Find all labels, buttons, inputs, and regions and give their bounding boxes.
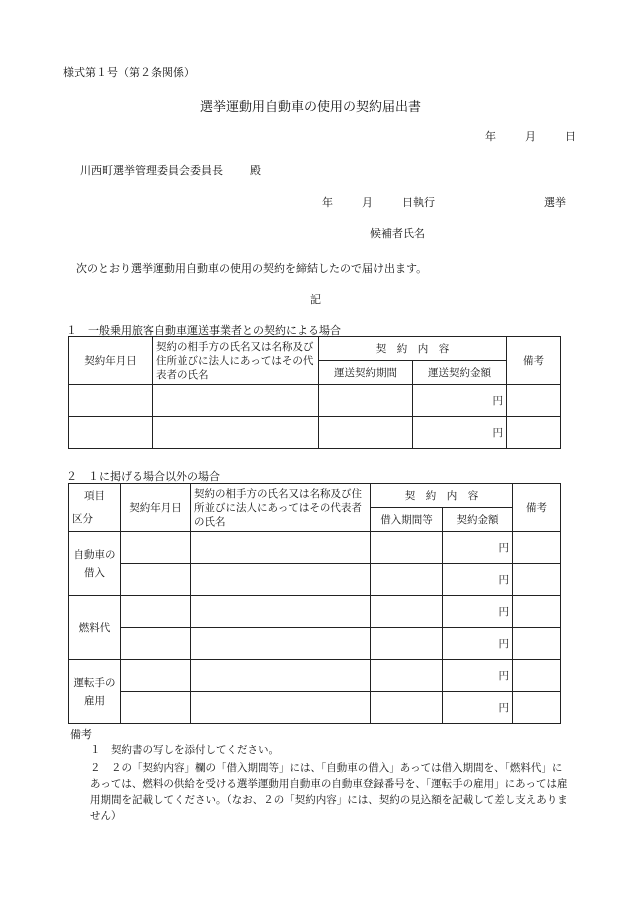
s2-cell-amount[interactable]: 円: [443, 564, 513, 596]
s1-cell-date[interactable]: [69, 385, 153, 417]
s2-cell-amount[interactable]: 円: [443, 692, 513, 724]
s2-cell-date[interactable]: [121, 692, 191, 724]
s2-cell-date[interactable]: [121, 660, 191, 692]
s2-cell-period[interactable]: [371, 564, 443, 596]
section1-heading: １ 一般乗用旅客自動車運送事業者との契約による場合: [66, 324, 341, 337]
s2-cell-party[interactable]: [191, 660, 371, 692]
table-row: [69, 660, 561, 692]
s1-cell-remarks[interactable]: [507, 385, 561, 417]
s1-col-party: 契約の相手方の氏名又は名称及び住所並びに法人にあってはその代表者の氏名: [153, 337, 319, 385]
section1-table: [68, 336, 561, 449]
s2-col-date: 契約年月日: [121, 484, 191, 532]
month-label: 月: [525, 130, 536, 143]
notes-heading: 備考: [70, 728, 92, 741]
s2-col-party: 契約の相手方の氏名又は名称及び住所並びに法人にあってはその代表者の氏名: [191, 484, 371, 532]
s2-cell-remarks[interactable]: [513, 692, 561, 724]
s1-col-period: 運送契約期間: [319, 361, 413, 385]
s2-cell-amount[interactable]: 円: [443, 596, 513, 628]
s1-cell-amount[interactable]: 円: [413, 417, 507, 449]
s2-cell-party[interactable]: [191, 564, 371, 596]
table-row: [69, 532, 561, 564]
s1-cell-party[interactable]: [153, 385, 319, 417]
s2-cell-party[interactable]: [191, 532, 371, 564]
election-label: 選挙: [544, 196, 566, 209]
addressee-line: [80, 162, 261, 178]
note-item-1: １ 契約書の写しを添付してください。: [90, 744, 279, 756]
s2-cell-period[interactable]: [371, 692, 443, 724]
table-row: [69, 564, 561, 596]
s1-col-amount: 運送契約金額: [413, 361, 507, 385]
ki-label: 記: [310, 293, 321, 306]
s2-cell-period[interactable]: [371, 628, 443, 660]
s1-cell-date[interactable]: [69, 417, 153, 449]
s2-col-contract: 契 約 内 容: [371, 484, 513, 508]
s1-cell-period[interactable]: [319, 385, 413, 417]
s2-cell-party[interactable]: [191, 692, 371, 724]
s2-cell-date[interactable]: [121, 532, 191, 564]
year-label: 年: [485, 130, 496, 143]
s1-col-remarks: 備考: [507, 337, 561, 385]
s1-col-date: 契約年月日: [69, 337, 153, 385]
s1-cell-period[interactable]: [319, 417, 413, 449]
election-year-label: 年: [322, 196, 333, 209]
day-label: 日: [565, 130, 576, 143]
s2-cell-remarks[interactable]: [513, 628, 561, 660]
election-date-line: [322, 194, 435, 210]
s1-col-contract: 契 約 内 容: [319, 337, 507, 361]
s1-cell-party[interactable]: [153, 417, 319, 449]
submission-date-line: [485, 128, 576, 144]
s2-cell-remarks[interactable]: [513, 564, 561, 596]
s2-cell-period[interactable]: [371, 596, 443, 628]
table-row: [69, 417, 561, 449]
s2-cell-amount[interactable]: 円: [443, 628, 513, 660]
s2-cell-date[interactable]: [121, 628, 191, 660]
s2-cell-period[interactable]: [371, 532, 443, 564]
table-row: [69, 692, 561, 724]
s2-cell-period[interactable]: [371, 660, 443, 692]
addressee: 川西町選挙管理委員会委員長: [80, 164, 223, 177]
s2-col-remarks: 備考: [513, 484, 561, 532]
s2-cell-remarks[interactable]: [513, 596, 561, 628]
s2-cell-amount[interactable]: 円: [443, 532, 513, 564]
intro-text: 次のとおり選挙運動用自動車の使用の契約を締結したので届け出ます。: [76, 262, 428, 275]
candidate-name-label: 候補者氏名: [370, 227, 425, 240]
s2-col-item: 項目: [69, 484, 121, 508]
form-number: 様式第１号（第２条関係）: [63, 66, 195, 79]
s2-cell-party[interactable]: [191, 596, 371, 628]
table-row: [69, 596, 561, 628]
s2-col-amount: 契約金額: [443, 508, 513, 532]
s1-cell-remarks[interactable]: [507, 417, 561, 449]
page-title: 選挙運動用自動車の使用の契約届出書: [200, 100, 422, 115]
s2-col-period: 借入期間等: [371, 508, 443, 532]
s1-cell-amount[interactable]: 円: [413, 385, 507, 417]
section2-table: [68, 483, 561, 724]
s2-col-kubun: 区分: [69, 508, 121, 532]
s2-cell-date[interactable]: [121, 564, 191, 596]
table-row: [69, 385, 561, 417]
s2-row-label-vehicle: 自動車の借入: [69, 532, 121, 596]
s2-cell-date[interactable]: [121, 596, 191, 628]
table-row: [69, 628, 561, 660]
s2-row-label-driver: 運転手の雇用: [69, 660, 121, 724]
s2-cell-remarks[interactable]: [513, 660, 561, 692]
note-item-2: ２ ２の「契約内容」欄の「借入期間等」には、「自動車の借入」あっては借入期間を、「燃料代」にあっては、燃料の供給を受ける選挙運動用自動車の自動車登録番号を、「運転手の雇用」にあっては雇用期間を記載してください。（なお、２の「契約内容」には、契約の見込額を記載して差し支えありません）: [90, 762, 568, 822]
election-month-label: 月: [362, 196, 373, 209]
s2-cell-amount[interactable]: 円: [443, 660, 513, 692]
s2-cell-remarks[interactable]: [513, 532, 561, 564]
s2-row-label-fuel: 燃料代: [69, 596, 121, 660]
section2-heading: ２ １に掲げる場合以外の場合: [66, 470, 220, 483]
execution-day-label: 日執行: [402, 196, 435, 209]
s2-cell-party[interactable]: [191, 628, 371, 660]
honorific: 殿: [250, 164, 261, 177]
